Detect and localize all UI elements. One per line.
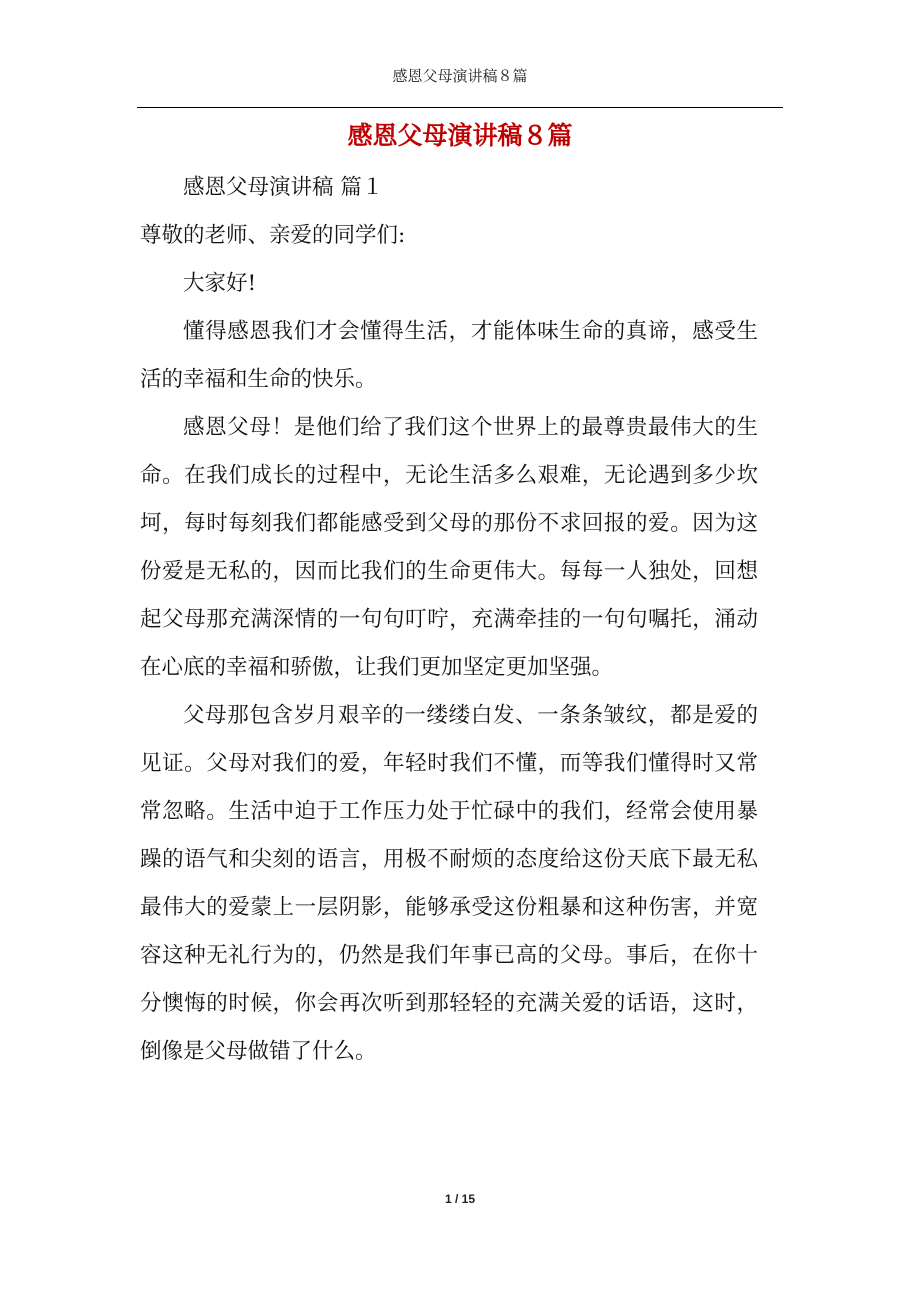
body-paragraph-2: 感恩父母！是他们给了我们这个世界上的最尊贵最伟大的生命。在我们成长的过程中，无论生活多么艰难，无论遇到多少坎坷，每时每刻我们都能感受到父母的那份不求回报的爱。因为这份爱是无私的，因而比我们的生命更伟大。每每一人独处，回想起父母那充满深情的一句句叮咛，充满牵挂的一句句嘱托，涌动在心底的幸福和骄傲，让我们更加坚定更加坚强。 — [140, 415, 758, 680]
header-divider — [137, 107, 783, 108]
salutation: 尊敬的老师、亲爱的同学们: — [140, 223, 406, 248]
greeting: 大家好! — [183, 271, 257, 296]
document-body — [140, 164, 758, 1076]
section-heading: 感恩父母演讲稿 篇１ — [183, 175, 384, 200]
body-paragraph-1: 懂得感恩我们才会懂得生活，才能体味生命的真谛，感受生活的幸福和生命的快乐。 — [140, 319, 758, 392]
page-number: 1 / 15 — [444, 1192, 476, 1206]
running-header: 感恩父母演讲稿８篇 — [392, 67, 528, 85]
document-title: 感恩父母演讲稿８篇 — [347, 121, 573, 150]
body-paragraph-3: 父母那包含岁月艰辛的一缕缕白发、一条条皱纹，都是爱的见证。父母对我们的爱，年轻时我们不懂，而等我们懂得时又常常忽略。生活中迫于工作压力处于忙碌中的我们，经常会使用暴躁的语气和尖刻的语言，用极不耐烦的态度给这份天底下最无私最伟大的爱蒙上一层阴影，能够承受这份粗暴和这种伤害，并宽容这种无礼行为的，仍然是我们年事已高的父母。事后，在你十分懊悔的时候，你会再次听到那轻轻的充满关爱的话语，这时，倒像是父母做错了什么。 — [140, 703, 758, 1064]
